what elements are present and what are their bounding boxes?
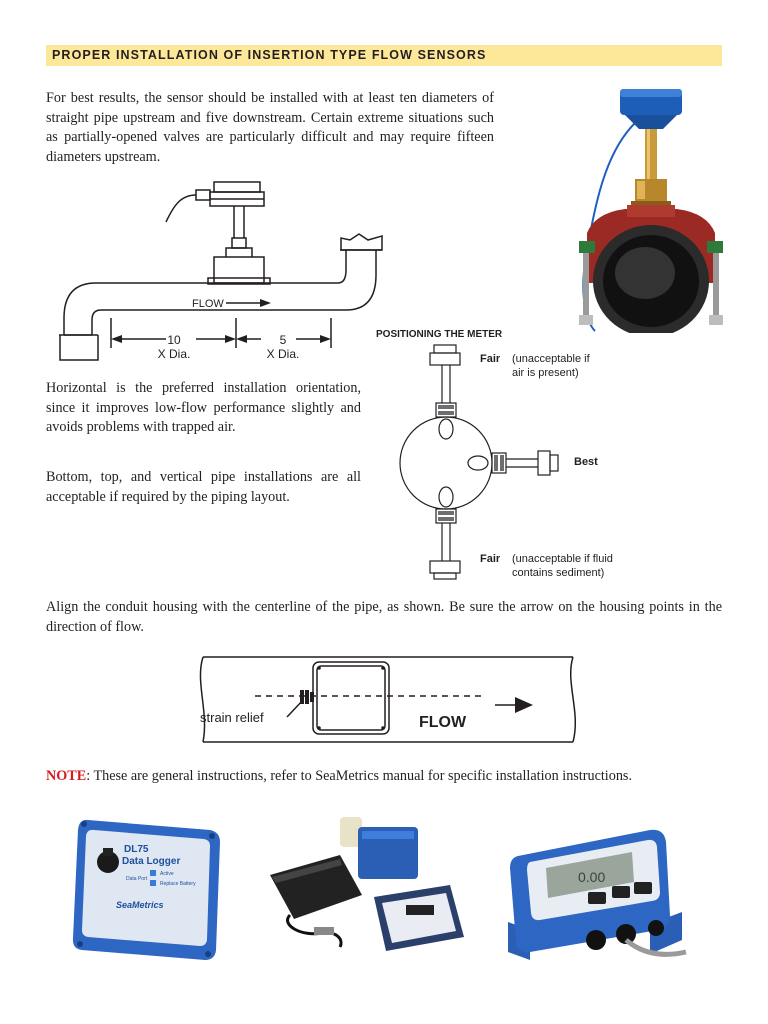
display-meter-photo <box>500 812 695 972</box>
side-position-label: Best <box>574 456 598 468</box>
logger-title-1: DL75 <box>124 844 149 855</box>
intro-paragraph: For best results, the sensor should be installed with at least ten diameters of straight pipe upstream and five downstream. Certain extreme situations such as partially-opened valves are particularly difficult and may require fifteen diameters upstream. <box>46 90 494 165</box>
saddle-sensor-photo <box>565 83 730 333</box>
top-position-note-2: air is present) <box>512 367 579 379</box>
note-text: : These are general instructions, refer to SeaMetrics manual for specific installation instructions. <box>86 768 633 784</box>
note-label: NOTE <box>46 768 87 784</box>
logger-led-1: Active <box>160 871 174 877</box>
alignment-paragraph: Align the conduit housing with the centerline of the pipe, as shown. Be sure the arrow on the housing points in the direction of flow. <box>46 599 722 635</box>
straight-pipe-diagram <box>56 170 386 370</box>
data-logger-photo <box>70 812 230 962</box>
positioning-diagram <box>370 325 650 585</box>
downstream-unit: X Dia. <box>266 347 300 361</box>
downstream-count: 5 <box>279 333 287 347</box>
upstream-unit: X Dia. <box>157 347 191 361</box>
strain-relief-label: strain relief <box>200 710 264 725</box>
upstream-count: 10 <box>167 333 181 347</box>
other-orientation-paragraph: Bottom, top, and vertical pipe installations are all acceptable if required by the piping layout. <box>46 469 361 505</box>
bottom-position-label: Fair <box>480 553 501 565</box>
display-readout: 0.00 <box>578 869 606 885</box>
accessories-photo <box>250 815 475 960</box>
top-position-label: Fair <box>480 353 501 365</box>
positioning-title: POSITIONING THE METER <box>376 329 503 340</box>
horizontal-orientation-paragraph: Horizontal is the preferred installation orientation, since it improves low-flow performance slightly and avoids problems with trapped air. <box>46 380 361 436</box>
logger-led-2: Replace Battery <box>160 881 196 887</box>
bottom-position-note-1: (unacceptable if fluid <box>512 553 613 565</box>
logger-port-label: Data Port <box>126 876 148 882</box>
alignment-diagram <box>195 652 585 748</box>
bottom-position-note-2: contains sediment) <box>512 567 605 579</box>
page-title: PROPER INSTALLATION OF INSERTION TYPE FLOW SENSORS <box>52 48 487 62</box>
pipe-flow-label: FLOW <box>192 298 224 310</box>
logger-brand: SeaMetrics <box>116 900 164 910</box>
logger-title-2: Data Logger <box>122 856 181 867</box>
top-position-note-1: (unacceptable if <box>512 353 590 365</box>
alignment-flow-label: FLOW <box>419 714 467 731</box>
note-line <box>46 768 736 785</box>
